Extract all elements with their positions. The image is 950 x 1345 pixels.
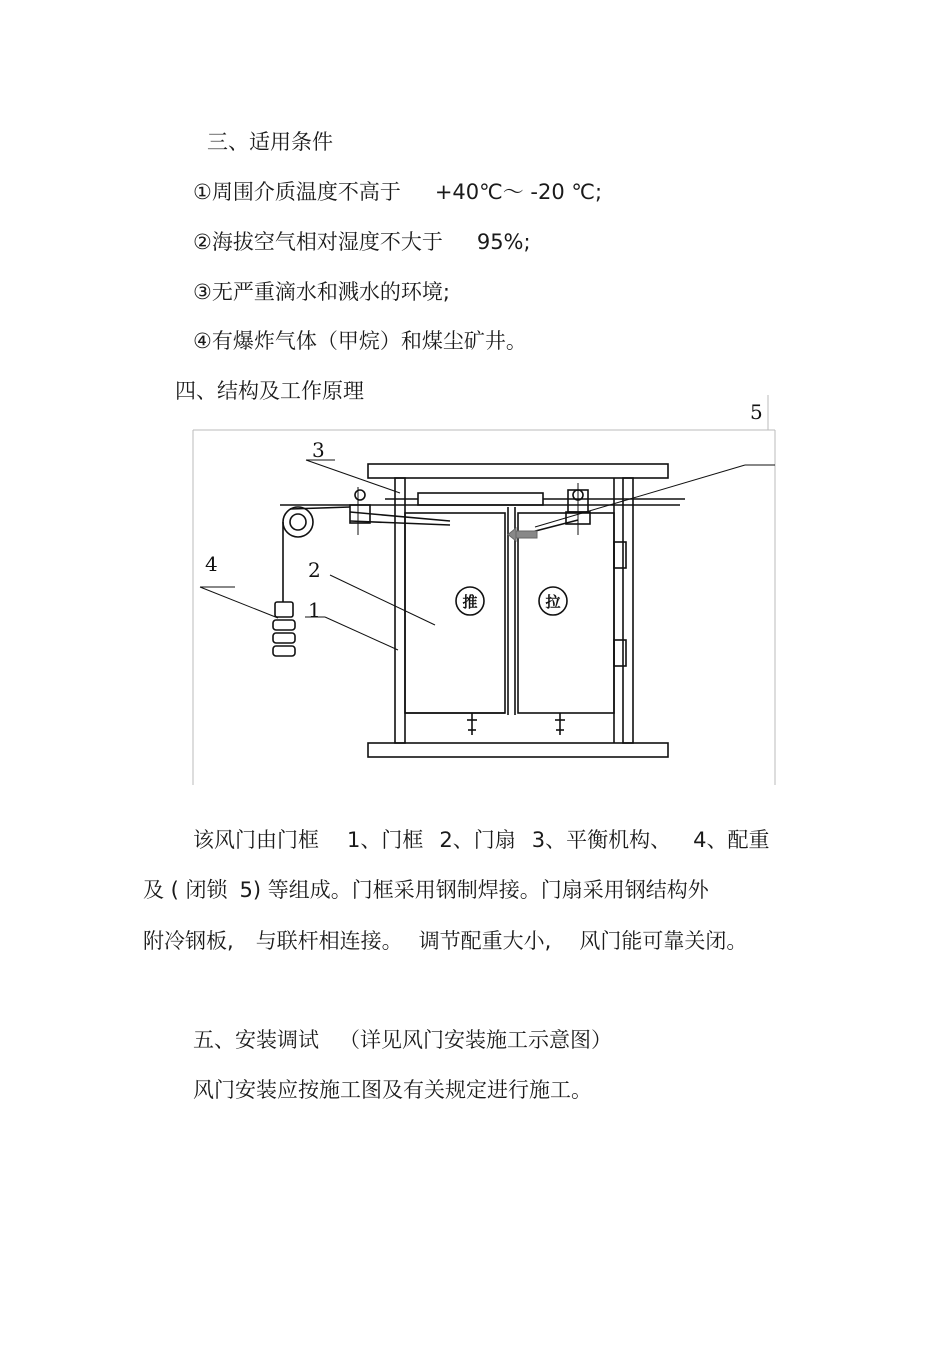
- condition-3: ③无严重滴水和溅水的环境;: [193, 280, 450, 304]
- balance-bar: [418, 493, 543, 505]
- p1-part-d: 3、平衡机构、: [531, 828, 672, 852]
- latch-arrow: [508, 528, 537, 541]
- leader-4: [200, 587, 278, 618]
- paragraph-line-2: [143, 880, 709, 901]
- condition-2: [193, 232, 531, 253]
- p3-part-d: 风门能可靠关闭。: [579, 929, 748, 953]
- leader-1: [325, 617, 398, 650]
- left-door-leaf: [405, 513, 505, 713]
- condition-2-value: 95%;: [476, 230, 531, 254]
- section-4-title: 四、结构及工作原理: [175, 379, 364, 403]
- p1-part-e: 4、配重: [693, 828, 770, 852]
- condition-1-value: +40℃～ -20 ℃;: [434, 180, 603, 204]
- right-door-leaf: [518, 513, 614, 713]
- diagram-label-2: 2: [308, 558, 321, 582]
- p2-part-a: 及 ( 闭锁: [143, 878, 228, 902]
- pulley: [283, 507, 313, 537]
- installation-text: 风门安装应按施工图及有关规定进行施工。: [193, 1078, 592, 1102]
- p2-part-b: 5) 等组成。门框采用钢制焊接。门扇采用钢结构外: [239, 878, 709, 902]
- top-beam: [368, 464, 668, 478]
- hinge-top: [614, 542, 626, 568]
- condition-1: [193, 182, 602, 203]
- counterweight-3: [273, 646, 295, 656]
- section-3-title: 三、适用条件: [207, 130, 333, 154]
- p1-part-a: 该风门由门框: [193, 828, 319, 852]
- diagram-label-1: 1: [308, 598, 321, 622]
- paragraph-line-1: [193, 830, 770, 851]
- condition-2-text: ②海拔空气相对湿度不大于: [193, 230, 443, 254]
- diagram-label-5: 5: [750, 400, 763, 424]
- pull-label: 拉: [545, 593, 561, 611]
- right-post: [623, 478, 633, 743]
- counterweight-2: [273, 633, 295, 643]
- counterweight-1: [273, 620, 295, 630]
- section-5-title: [193, 1030, 612, 1051]
- hinge-bottom: [614, 640, 626, 666]
- p1-part-b: 1、门框: [347, 828, 424, 852]
- bottom-beam: [368, 743, 668, 757]
- leader-5: [535, 465, 745, 527]
- condition-4: ④有爆炸气体（甲烷）和煤尘矿井。: [193, 329, 527, 353]
- p3-part-c: 调节配重大小,: [418, 929, 552, 953]
- condition-1-text: ①周围介质温度不高于: [193, 180, 401, 204]
- push-label: 推: [462, 593, 478, 611]
- p3-part-a: 附冷钢板,: [143, 929, 234, 953]
- leader-3: [306, 460, 400, 493]
- p1-part-c: 2、门扇: [439, 828, 516, 852]
- p3-part-b: 与联杆相连接。: [255, 929, 403, 953]
- diagram-label-4: 4: [205, 552, 218, 576]
- section-5-note: （详见风门安装施工示意图）: [339, 1028, 612, 1052]
- leader-2: [330, 575, 435, 625]
- section-5-title-text: 五、安装调试: [193, 1028, 319, 1052]
- diagram-label-3: 3: [312, 438, 325, 462]
- paragraph-line-3: [143, 931, 747, 952]
- door-structure-diagram: [190, 395, 790, 790]
